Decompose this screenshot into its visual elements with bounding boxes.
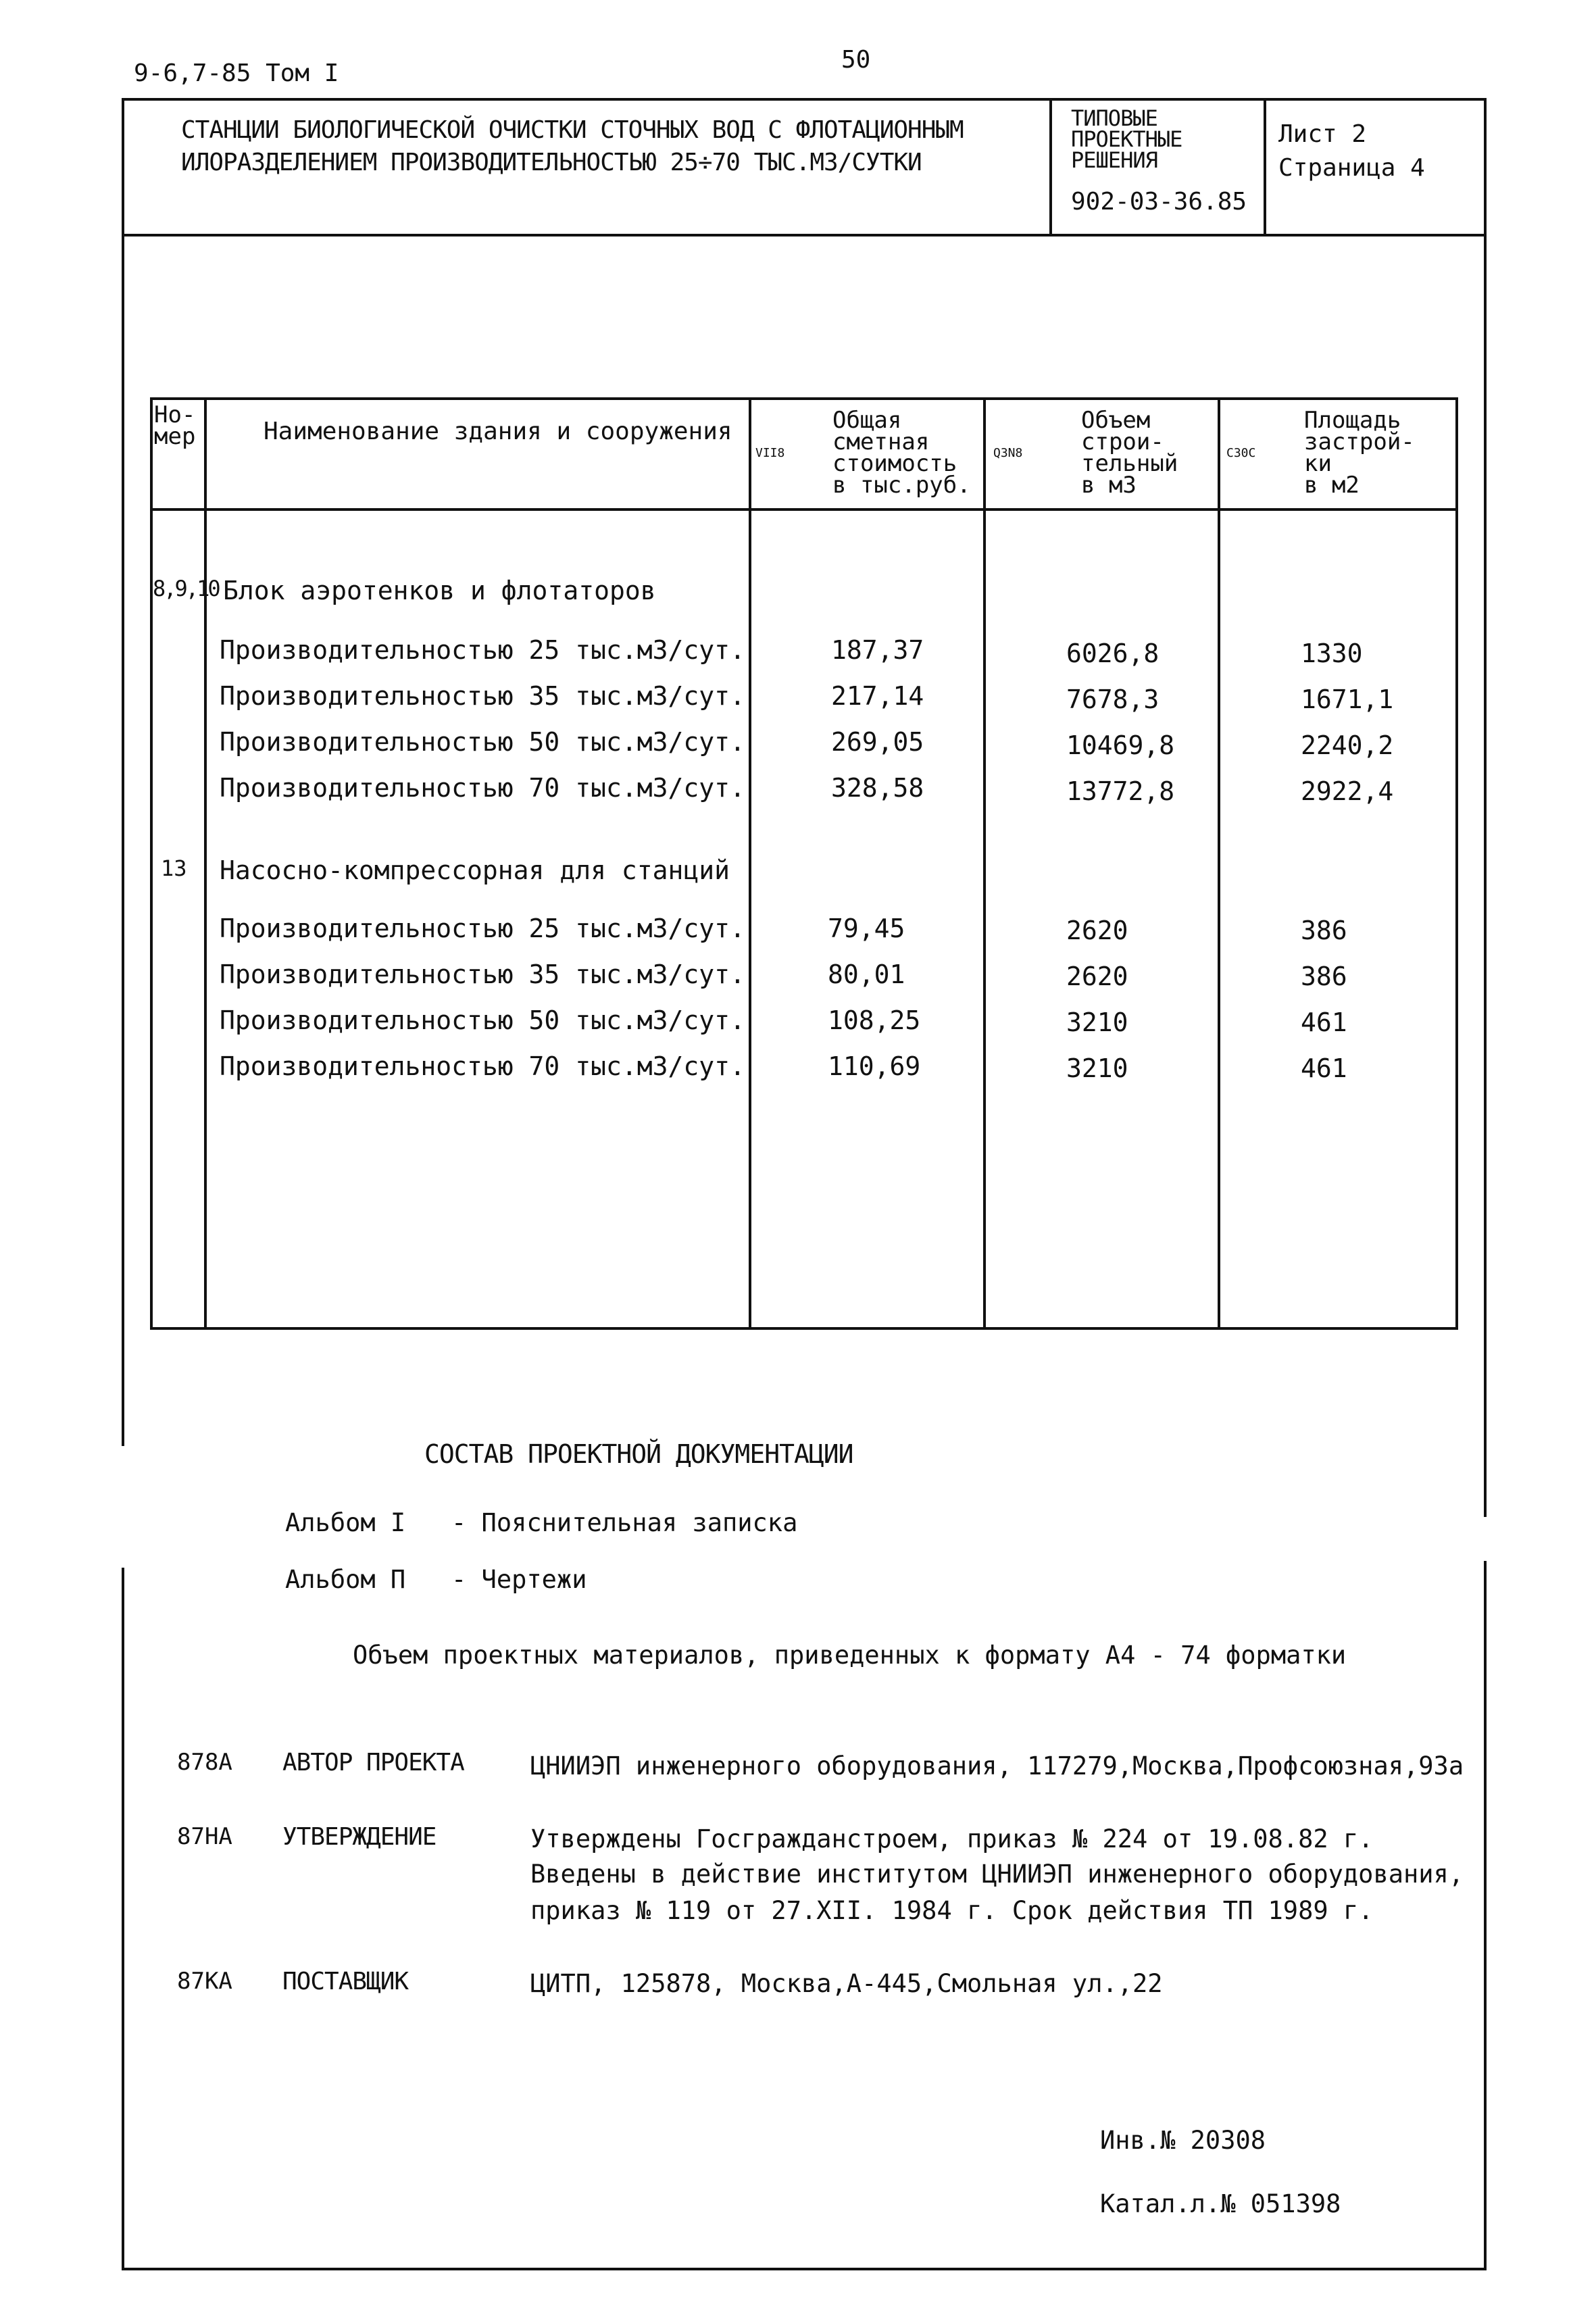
table-row-name: Производительностью 25 тыс.м3/сут. [220,914,745,943]
frame-left-upper [122,98,124,1446]
table-row-volume: 3210 [1066,1007,1128,1037]
table-col-divider-1 [204,397,207,1330]
table-col-divider-2 [749,397,751,1330]
stamp-divider-1 [1049,98,1052,237]
supplier-code: 87КА [177,1968,232,1995]
table-col-divider-3 [983,397,986,1330]
table-row-volume: 2620 [1066,916,1128,945]
table-row-volume: 7678,3 [1066,684,1159,714]
series-label: 9-6,7-85 Том I [134,59,339,87]
approval-code: 87НА [177,1823,232,1850]
table-row-cost: 108,25 [828,1005,921,1035]
album2-text: - Чертежи [451,1565,587,1594]
approval-line1: Утверждены Госгражданстроем, приказ № 224 от 19.08.82 г. [530,1824,1374,1853]
stamp-code: 902-03-36.85 [1071,188,1247,216]
album1-label: Альбом I [285,1508,406,1537]
header-cost-code: VII8 [755,446,785,460]
table-header-separator [150,508,1458,511]
table-row-area: 461 [1301,1007,1347,1037]
header-volume-line3: тельный [1081,450,1178,477]
header-cost-line3: стоимость [832,450,957,477]
inventory-number: Инв.№ 20308 [1100,2126,1266,2155]
table-row-name: Производительностью 25 тыс.м3/сут. [220,635,745,665]
stamp-title-line2: ИЛОРАЗДЕЛЕНИЕМ ПРОИЗВОДИТЕЛЬНОСТЬЮ 25÷70 ТЫС.М3/СУТКИ [181,149,922,176]
author-label: АВТОР ПРОЕКТА [282,1749,464,1776]
header-area-line2: застрой- [1304,428,1415,455]
album2-label: Альбом П [285,1565,406,1594]
table-row-volume: 3210 [1066,1053,1128,1083]
stamp-divider-2 [1264,98,1266,237]
page-number: 50 [841,46,871,74]
table-row-cost: 187,37 [831,635,924,665]
table-row-name: Производительностью 35 тыс.м3/сут. [220,681,745,711]
approval-line2: Введены в действие институтом ЦНИИЭП инженерного оборудования, [530,1860,1464,1889]
album1-text: - Пояснительная записка [451,1508,798,1537]
header-cost-line1: Общая [832,407,902,434]
table-row-cost: 269,05 [831,727,924,757]
volume-text: Объем проектных материалов, приведенных к формату А4 - 74 форматки [353,1641,1347,1670]
header-area-line3: ки [1304,450,1332,477]
table-row-cost: 328,58 [831,773,924,803]
frame-right-lower [1484,1561,1487,2270]
composition-title: СОСТАВ ПРОЕКТНОЙ ДОКУМЕНТАЦИИ [424,1439,853,1469]
table-row-name: Производительностью 70 тыс.м3/сут. [220,1051,745,1081]
stamp-type-line1: ТИПОВЫЕ [1071,105,1157,131]
header-volume-line4: в м3 [1081,472,1137,499]
stamp-page: Страница 4 [1278,154,1425,182]
header-volume-line2: строи- [1081,428,1164,455]
group-title: Блок аэротенков и флотаторов [223,576,656,605]
stamp-title-line1: СТАНЦИИ БИОЛОГИЧЕСКОЙ ОЧИСТКИ СТОЧНЫХ ВОД С ФЛОТАЦИОННЫМ [181,116,964,144]
catalog-number: Катал.л.№ 051398 [1100,2189,1341,2218]
table-row-area: 1671,1 [1301,684,1394,714]
group-title: Насосно-компрессорная для станций [220,855,730,885]
table-row-area: 386 [1301,916,1347,945]
author-code: 878А [177,1749,232,1776]
table-row-name: Производительностью 50 тыс.м3/сут. [220,1005,745,1035]
stamp-type-line3: РЕШЕНИЯ [1071,147,1157,173]
table-row-area: 461 [1301,1053,1347,1083]
table-col-divider-4 [1218,397,1220,1330]
author-text: ЦНИИЭП инженерного оборудования, 117279,Москва,Профсоюзная,93а [530,1751,1464,1781]
header-name: Наименование здания и сооружения [264,418,732,445]
table-row-volume: 10469,8 [1066,730,1175,760]
group-number: 13 [161,855,187,881]
approval-label: УТВЕРЖДЕНИЕ [282,1823,437,1851]
table-row-cost: 217,14 [831,681,924,711]
table-row-area: 386 [1301,962,1347,991]
approval-line3: приказ № 119 от 27.XII. 1984 г. Срок действия ТП 1989 г. [530,1896,1374,1925]
header-area-code: C30C [1226,446,1256,460]
group-number: 8,9,10 [153,576,219,601]
header-volume-line1: Объем [1081,407,1151,434]
table-row-area: 1330 [1301,639,1363,668]
header-num-line1: Но- [154,401,196,428]
table-row-cost: 80,01 [828,960,905,989]
table-row-cost: 110,69 [828,1051,921,1081]
header-area-line4: в м2 [1304,472,1360,499]
stamp-sheet: Лист 2 [1278,120,1367,148]
table-row-cost: 79,45 [828,914,905,943]
header-cost-line4: в тыс.руб. [832,472,971,499]
frame-left-lower [122,1568,124,2270]
frame-bottom [122,2268,1487,2270]
table-row-area: 2922,4 [1301,776,1394,806]
header-cost-line2: сметная [832,428,930,455]
header-area-line1: Площадь [1304,407,1401,434]
stamp-type-line2: ПРОЕКТНЫЕ [1071,126,1182,152]
table-row-volume: 13772,8 [1066,776,1175,806]
supplier-label: ПОСТАВЩИК [282,1968,409,1995]
table-row-name: Производительностью 70 тыс.м3/сут. [220,773,745,803]
table-row-name: Производительностью 35 тыс.м3/сут. [220,960,745,989]
frame-right-upper [1484,98,1487,1517]
table-row-name: Производительностью 50 тыс.м3/сут. [220,727,745,757]
table-row-area: 2240,2 [1301,730,1394,760]
header-num-line2: мер [154,423,196,450]
table-row-volume: 6026,8 [1066,639,1159,668]
supplier-text: ЦИТП, 125878, Москва,А-445,Смольная ул.,22 [530,1969,1163,1998]
table-row-volume: 2620 [1066,962,1128,991]
header-volume-code: Q3N8 [993,446,1023,460]
